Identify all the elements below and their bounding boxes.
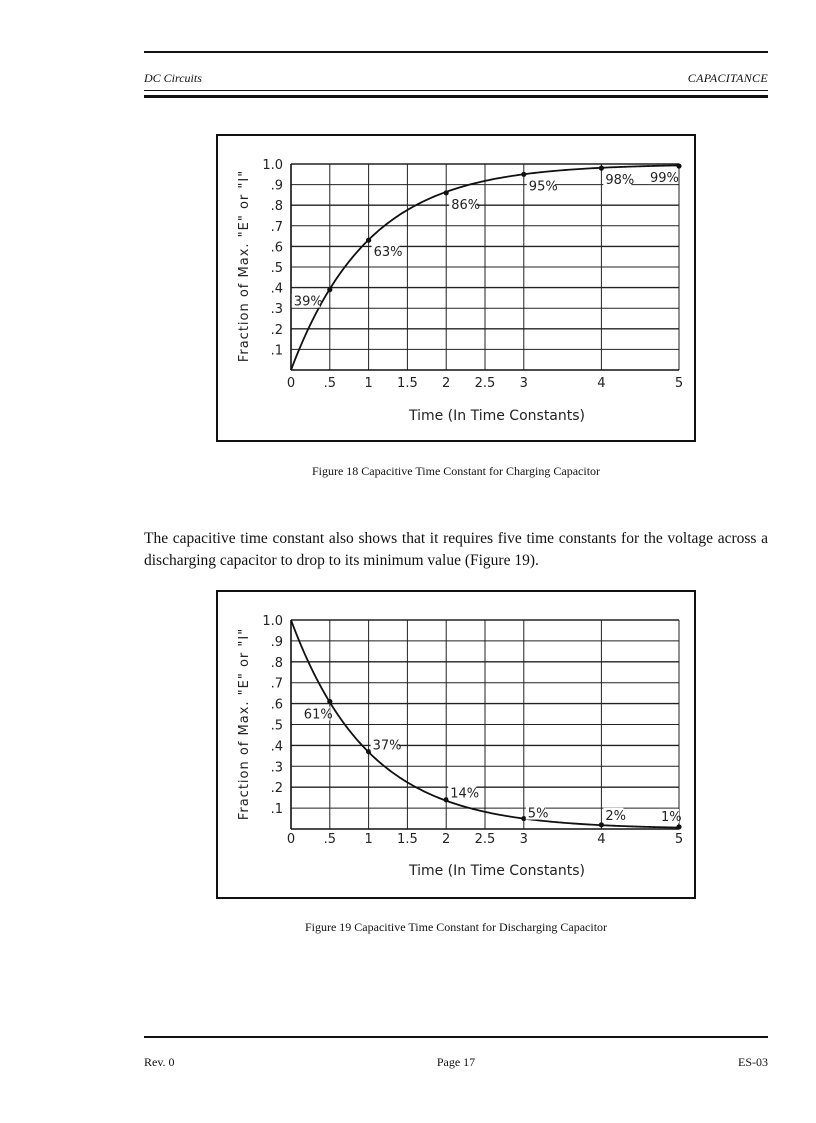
y-tick-label: .8 [270, 655, 283, 671]
charging-chart-svg [218, 136, 698, 444]
data-point [521, 816, 526, 821]
x-tick-label: 1.5 [397, 376, 418, 391]
x-tick-label: 2 [442, 376, 451, 391]
x-tick-label: 3 [519, 376, 528, 391]
header-bottom-rule-thick [144, 95, 768, 98]
data-point [444, 190, 449, 195]
y-tick-label: .4 [270, 281, 283, 297]
data-label: 2% [605, 808, 627, 824]
data-point [444, 797, 449, 802]
y-tick-label: .7 [270, 219, 283, 235]
header-chapter-title: CAPACITANCE [687, 71, 768, 85]
y-tick-label: .1 [270, 343, 283, 359]
data-point [327, 699, 332, 704]
y-tick-label: .2 [270, 322, 283, 338]
header-top-rule [144, 51, 768, 53]
y-tick-label: .3 [270, 760, 283, 776]
body-paragraph: The capacitive time constant also shows that it requires five time constants for the voltage across a discharging capacitor to drop to its minimum value (Figure 19). [144, 530, 768, 569]
data-label: 5% [527, 806, 549, 822]
data-label: 63% [373, 245, 403, 261]
figure-19-discharging-chart [216, 590, 696, 899]
data-point [366, 749, 371, 754]
data-point [599, 166, 604, 171]
x-tick-label: 5 [674, 376, 684, 391]
data-label: 14% [450, 786, 480, 802]
data-label: 98% [605, 173, 635, 189]
y-tick-label: .2 [270, 781, 283, 797]
data-point [521, 172, 526, 177]
x-tick-label: 3 [519, 832, 528, 847]
y-tick-label: .9 [270, 178, 283, 194]
figure-18-charging-chart [216, 134, 696, 442]
x-tick-label: 1.5 [397, 832, 418, 847]
data-label: 61% [303, 707, 333, 723]
x-tick-label: 0 [286, 376, 296, 391]
footer-page-number: Page 17 [436, 1055, 476, 1069]
discharging-chart-svg [218, 592, 698, 901]
x-axis-title: Time (In Time Constants) [408, 408, 586, 424]
x-tick-label: .5 [323, 376, 337, 391]
footer-document-id: ES-03 [738, 1055, 768, 1069]
x-tick-label: 2.5 [474, 832, 496, 847]
y-tick-label: .3 [270, 302, 283, 318]
y-tick-label: .5 [270, 261, 283, 276]
y-tick-label: .9 [270, 634, 283, 650]
data-label: 37% [372, 738, 402, 754]
x-tick-label: 2 [442, 832, 451, 847]
x-tick-label: 2.5 [474, 376, 496, 391]
footer-rule [144, 1036, 768, 1038]
data-point [599, 822, 604, 827]
data-label: 99% [650, 171, 679, 187]
data-label: 86% [451, 197, 481, 213]
data-point [676, 163, 681, 168]
header-bottom-rule [144, 90, 768, 91]
x-tick-label: 1 [364, 376, 373, 391]
data-label: 95% [528, 179, 558, 195]
y-tick-label: 1.0 [262, 614, 283, 629]
data-point [676, 824, 681, 829]
x-tick-label: 4 [597, 832, 606, 847]
y-axis-title: Fraction of Max. "E" or "I" [237, 627, 252, 821]
y-tick-label: 1.0 [262, 158, 283, 173]
y-axis-title: Fraction of Max. "E" or "I" [237, 169, 252, 363]
data-point [366, 238, 371, 243]
y-tick-label: .6 [270, 697, 283, 713]
y-tick-label: .6 [270, 240, 283, 256]
data-label: 1% [661, 809, 682, 825]
x-tick-label: 0 [286, 832, 296, 847]
x-tick-label: .5 [323, 832, 337, 847]
x-tick-label: 1 [364, 832, 373, 847]
y-tick-label: .5 [270, 718, 283, 734]
y-tick-label: .8 [270, 199, 283, 215]
x-tick-label: 4 [597, 376, 606, 391]
data-label: 39% [293, 294, 323, 310]
figure-18-caption: Figure 18 Capacitive Time Constant for Charging Capacitor [311, 464, 601, 478]
x-axis-title: Time (In Time Constants) [408, 863, 586, 879]
y-tick-label: .4 [270, 739, 283, 755]
y-tick-label: .1 [270, 802, 283, 818]
figure-19-caption: Figure 19 Capacitive Time Constant for Discharging Capacitor [304, 920, 608, 934]
header-section-title: DC Circuits [144, 71, 202, 85]
x-tick-label: 5 [674, 832, 684, 847]
footer-revision: Rev. 0 [144, 1055, 175, 1069]
y-tick-label: .7 [270, 676, 283, 692]
data-point [327, 287, 332, 292]
